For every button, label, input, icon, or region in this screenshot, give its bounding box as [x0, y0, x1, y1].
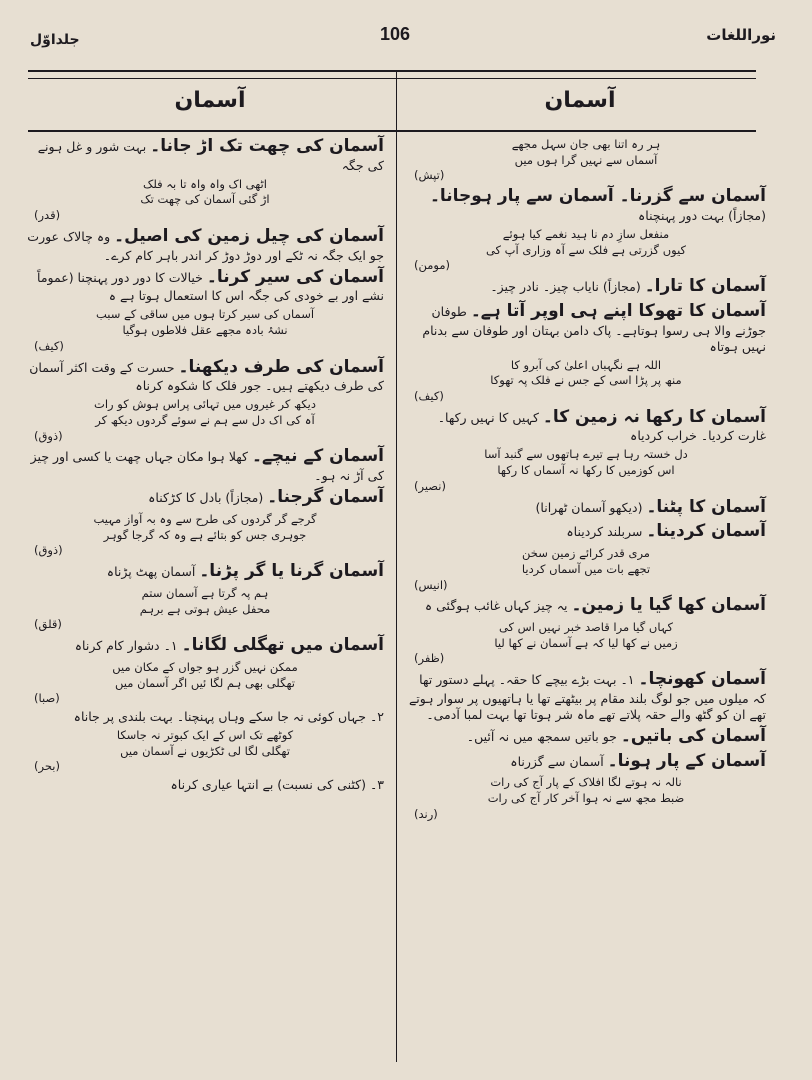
- entry-definition: ۱۔ دشوار کام کرناہ: [74, 638, 182, 654]
- left-column: [26, 136, 384, 796]
- entry-definition: کھلا ہوا مکان جہاں چھت یا کسی اور چیز کی آڑ نہ ہو۔: [30, 449, 384, 484]
- dictionary-entry: [406, 669, 766, 723]
- entry-definition: آسمان سے گزرناہ: [510, 753, 608, 769]
- dictionary-entry: [26, 635, 384, 657]
- poet-attribution: (انیس): [414, 577, 448, 592]
- entry-headword: آسمان کے پار ہونا۔: [607, 750, 766, 771]
- entry-headword: آسمان کردینا۔: [646, 521, 766, 542]
- verse-line: نشۂ بادہ مجھے عقل فلاطوں ہوگیا: [122, 323, 288, 338]
- entry-headword: آسمان کی باتیں۔: [620, 725, 766, 746]
- entry-definition: بہت شور و غل ہونے کی جگہ: [37, 139, 384, 173]
- dictionary-entry: [406, 407, 766, 445]
- entry-headword: آسمان کھونچا۔: [638, 669, 766, 690]
- verse-line: تھگلی لگا لی ٹکڑیوں نے آسمان میں: [120, 743, 290, 758]
- poet-attribution: (بحر): [34, 759, 60, 774]
- right-column: [406, 136, 766, 825]
- poet-attribution: (قلق): [34, 617, 62, 632]
- poet-attribution: (کیف): [414, 389, 444, 403]
- entry-definition: (مجازاً) بہت دور پہنچناہ: [637, 207, 766, 223]
- verse-line: زمیں نے کھا لیا کہ ہے آسمان نے کھا لیا: [494, 635, 678, 650]
- verse-line: نالہ نہ ہوتے لگا افلاک کے پار آج کی رات: [490, 775, 682, 790]
- verse-line: کوٹھے تک اس کے ایک کبوتر نہ جاسکا: [116, 727, 294, 742]
- top-rule-second: [28, 78, 756, 79]
- entry-definition: سربلند کردیناہ: [566, 524, 647, 540]
- verse-line: جوہری جس کو بتائے ہے وہ کہ گرجا گوہر: [103, 527, 307, 542]
- entry-headword: آسمان کی سیر کرنا۔: [206, 266, 384, 287]
- verse-line: ممکن نہیں گزر ہو جواں کے مکان میں: [112, 659, 298, 674]
- entry-definition: (دیکھو آسمان ٹھرانا): [535, 499, 647, 515]
- verse-line: آہ کی اک دل سے ہم نے سوئے گردوں دیکھ کر: [95, 413, 315, 428]
- verse-line: گرجے گر گردوں کی طرح سے وہ بہ آواز مہیب: [93, 511, 317, 526]
- entry-definition: (مجازاً) بادل کا کڑکناہ: [148, 490, 268, 506]
- dictionary-entry: [26, 777, 384, 793]
- entry-headword: آسمان کا تھوکا اپنے ہی اوپر آتا ہے۔: [470, 300, 766, 321]
- poet-attribution: (کیف): [34, 338, 64, 353]
- verse-line: ضبط مجھ سے نہ ہوا آخر کار آج کی رات: [487, 791, 685, 806]
- dictionary-entry: [406, 726, 766, 748]
- verse-line: کیوں گزرتی ہے فلک سے آہ وزاری آپ کی: [485, 242, 687, 257]
- dictionary-entry: [406, 595, 766, 617]
- verse-line: محفل عیش ہوتی ہے برہم: [139, 601, 271, 616]
- entry-definition: ۲۔ جہاں کوئی نہ جا سکے وہاں پہنچنا۔ بہت بلندی پر جاناہ: [73, 708, 384, 724]
- dictionary-entry: [26, 487, 384, 509]
- entry-definition: طوفان جوڑنے والا ہی رسوا ہوتاہے۔ پاک دامن بہتان اور طوفان سے بدنام نہیں ہوتاہ: [422, 303, 766, 354]
- dictionary-entry: [406, 276, 766, 298]
- entry-definition: ۱۔ بہت بڑے بیچے کا حقہ۔ پہلے دستور تھا کہ میلوں میں جو لوگ بلند مقام پر بیٹھتے تھا یا ہاتھیوں پر سوار ہوتے تھے ان کو گٹھ والے حقہ پلاتے تھے ماہ شر ہوتا تھا بہت لمبا آدمی۔: [408, 672, 766, 722]
- dictionary-entry: [26, 267, 384, 305]
- top-rule: [28, 70, 756, 72]
- entry-headword: آسمان کی طرف دیکھنا۔: [178, 356, 384, 377]
- entry-headword: آسمان کا پٹنا۔: [646, 496, 766, 517]
- dictionary-entry: [26, 226, 384, 264]
- dictionary-entry: [406, 751, 766, 773]
- title-underline: [28, 130, 756, 132]
- entry-headword: آسمان کا رکھا نہ زمین کا۔: [542, 406, 766, 427]
- poet-attribution: (مومن): [414, 258, 450, 273]
- poet-attribution: (صبا): [34, 691, 60, 706]
- poet-attribution: (ظفر): [414, 651, 445, 666]
- entry-definition: (مجازاً) نایاب چیز۔ نادر چیز۔: [490, 279, 645, 295]
- verse-line: ہر رہ اتنا بھی جان سہل مجھے: [511, 137, 661, 151]
- verse-line: اڑ گئی آسمان کی چھت تک: [140, 192, 270, 207]
- dictionary-entry: [26, 709, 384, 725]
- dictionary-entry: [406, 301, 766, 355]
- volume-label: جلداوّل: [30, 32, 80, 48]
- verse-line: منھ پر پڑا اسی کے جس نے فلک پہ تھوکا: [490, 373, 682, 388]
- entry-headword: آسمان کی چھت تک اڑ جانا۔: [150, 136, 384, 156]
- verse-line: منفعل سازِ دم نا ہید نغمے کیا ہوئے: [502, 226, 670, 241]
- left-column-title: آسمان: [174, 88, 246, 113]
- poet-attribution: (قدر): [34, 208, 61, 223]
- verse-line: تجھے بات میں آسماں کردیا: [521, 561, 651, 576]
- verse-line: آسماں سے نہیں گرا ہوں میں: [514, 152, 658, 167]
- poet-attribution: (ذوق): [34, 543, 63, 558]
- dictionary-entry: [406, 497, 766, 519]
- dictionary-entry: [406, 521, 766, 543]
- right-column-title: آسمان: [544, 88, 616, 113]
- dictionary-entry: [26, 136, 384, 174]
- dictionary-entry: [26, 446, 384, 484]
- entry-definition: آسمان پھٹ پڑناہ: [106, 564, 200, 580]
- entry-headword: آسمان گرنا یا گر پڑنا۔: [199, 561, 384, 582]
- dictionary-name: نوراللغات: [706, 26, 776, 44]
- entry-headword: آسمان سے گزرنا۔ آسمان سے پار ہوجانا۔: [429, 186, 766, 207]
- entry-headword: آسمان کی چیل زمین کی اصیل۔: [114, 225, 384, 246]
- entry-headword: آسمان کے نیچے۔: [251, 446, 384, 467]
- entry-definition: حسرت کے وقت اکثر آسمان کی طرف دیکھتے ہیں۔ جور فلک کا شکوہ کرناہ: [29, 359, 384, 394]
- verse-line: دل خستہ رہا ہے تیرے ہاتھوں سے گنبد آسا: [484, 447, 688, 462]
- verse-line: اللہ ہے نگہباں اعلیٰ کی آبرو کا: [510, 357, 662, 372]
- verse-line: تھگلی بھی ہم لگا ئیں اگر آسمان میں: [115, 675, 295, 690]
- entry-definition: ۳۔ (کٹنی کی نسبت) بے انتہا عیاری کرناہ: [170, 777, 384, 793]
- verse-line: آسماں کی سیر کرتا ہوں میں ساقی کے سبب: [95, 307, 315, 322]
- entry-definition: وہ چالاک عورت جو ایک جگہ نہ ٹکے اور دوڑ دوڑ کر اندر باہر کام کرے۔: [27, 228, 384, 263]
- column-divider: [396, 72, 397, 1062]
- poet-attribution: (نصیر): [414, 478, 446, 493]
- verse-line: اس کوزمیں کا رکھا نہ آسماں کا رکھا: [497, 463, 675, 478]
- entry-headword: آسمان میں تھگلی لگانا۔: [181, 635, 384, 656]
- verse-line: ہم پہ گرتا ہے آسمان ستم: [141, 585, 269, 600]
- verse-line: دیکھ کر غیروں میں تہائی پراس ہوش کو رات: [94, 397, 316, 412]
- entry-definition: یہ چیز کہاں غائب ہوگئی ہ: [424, 598, 572, 614]
- entry-headword: آسمان گرجنا۔: [267, 487, 384, 508]
- verse-line: مری قدر کرائے زمین سخن: [522, 546, 650, 561]
- poet-attribution: (ذوق): [34, 428, 63, 443]
- poet-attribution: (تپش): [414, 168, 445, 183]
- dictionary-entry: [26, 561, 384, 583]
- entry-definition: خیالات کا دور دور پہنچنا (عموماً نشے اور بے خودی کی جگہ اس کا استعمال ہوتا ہے ہ: [37, 269, 384, 304]
- entry-headword: آسمان کا تارا۔: [644, 276, 766, 297]
- entry-headword: آسمان کھا گیا یا زمین۔: [571, 595, 766, 616]
- entry-definition: کہیں کا نہیں رکھا۔ غارت کردیا۔ خراب کردیاہ: [437, 409, 766, 444]
- page-header: [0, 22, 812, 52]
- entry-definition: جو باتیں سمجھ میں نہ آئیں۔: [466, 728, 621, 744]
- poet-attribution: (رند): [414, 806, 438, 821]
- verse-line: کہاں گیا مرا قاصد خبر نہیں اس کی: [498, 620, 674, 635]
- page-number: 106: [380, 24, 411, 44]
- dictionary-entry: [406, 186, 766, 224]
- dictionary-entry: [26, 357, 384, 395]
- verse-line: اٹھی اک واہ واہ تا بہ فلک: [143, 176, 267, 191]
